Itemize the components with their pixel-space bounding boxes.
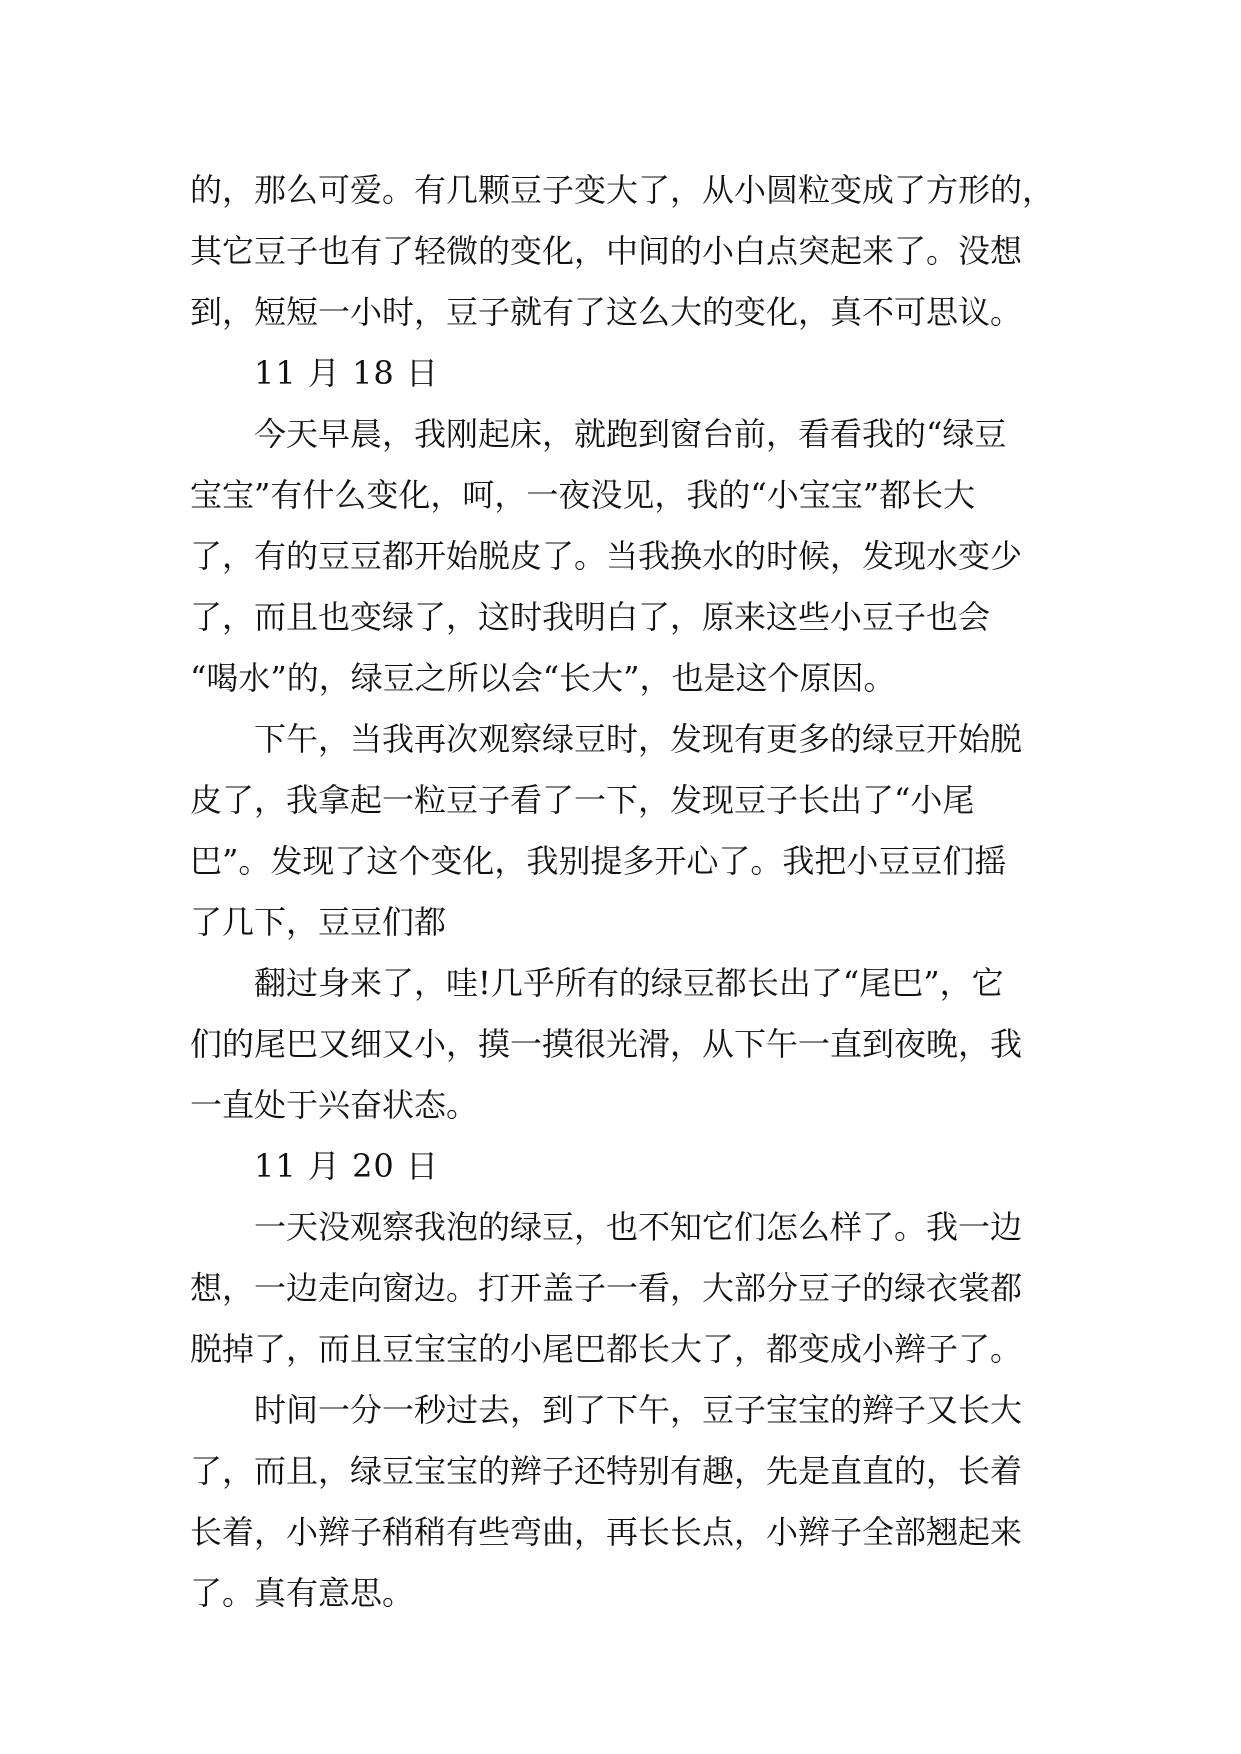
date-heading-nov-20 [190, 1136, 1060, 1197]
date-heading-nov-18 [190, 343, 1060, 404]
text-line: 时间一分一秒过去，到了下午，豆子宝宝的辫子又长大 [254, 1391, 1023, 1429]
paragraph-continuation [190, 160, 1060, 343]
text-line: 脱掉了，而且豆宝宝的小尾巴都长大了，都变成小辫子了。 [190, 1330, 1023, 1368]
text-line: 翻过身来了，哇!几乎所有的绿豆都长出了“尾巴”，它 [254, 964, 1004, 1002]
text-line: 想，一边走向窗边。打开盖子一看，大部分豆子的绿衣裳都 [190, 1269, 1023, 1307]
text-line: 宝宝”有什么变化，呵，一夜没见，我的“小宝宝”都长大 [190, 476, 976, 514]
text-line: 到，短短一小时，豆子就有了这么大的变化，真不可思议。 [190, 293, 1023, 331]
text-line: 长着，小辫子稍稍有些弯曲，再长长点，小辫子全部翘起来 [190, 1513, 1023, 1551]
text-line: 了。真有意思。 [190, 1574, 415, 1612]
text-line: 其它豆子也有了轻微的变化，中间的小白点突起来了。没想 [190, 232, 1023, 270]
text-line: “喝水”的，绿豆之所以会“长大”，也是这个原因。 [190, 659, 896, 697]
text-line: 们的尾巴又细又小，摸一摸很光滑，从下午一直到夜晚，我 [190, 1025, 1023, 1063]
text-line: 今天早晨，我刚起床，就跑到窗台前，看看我的“绿豆 [254, 415, 1007, 453]
document-body [190, 160, 1060, 1624]
paragraph-morning [190, 404, 1060, 709]
text-line: 巴”。发现了这个变化，我别提多开心了。我把小豆豆们摇 [190, 842, 1007, 880]
text-line: 的，那么可爱。有几颗豆子变大了，从小圆粒变成了方形的， [190, 171, 1055, 209]
paragraph-afternoon [190, 709, 1060, 953]
text-line: 了，有的豆豆都开始脱皮了。当我换水的时候，发现水变少 [190, 537, 1023, 575]
paragraph-window [190, 1197, 1060, 1380]
text-line: 了几下，豆豆们都 [190, 903, 447, 941]
text-line: 了，而且，绿豆宝宝的辫子还特别有趣，先是直直的，长着 [190, 1452, 1023, 1490]
text-line: 了，而且也变绿了，这时我明白了，原来这些小豆子也会 [190, 598, 991, 636]
paragraph-tails [190, 953, 1060, 1136]
text-line: 皮了，我拿起一粒豆子看了一下，发现豆子长出了“小尾 [190, 781, 975, 819]
date-line: 11 月 20 日 [254, 1147, 439, 1185]
date-line: 11 月 18 日 [254, 354, 439, 392]
paragraph-braids [190, 1380, 1060, 1624]
text-line: 一天没观察我泡的绿豆，也不知它们怎么样了。我一边 [254, 1208, 1023, 1246]
text-line: 一直处于兴奋状态。 [190, 1086, 479, 1124]
text-line: 下午，当我再次观察绿豆时，发现有更多的绿豆开始脱 [254, 720, 1023, 758]
